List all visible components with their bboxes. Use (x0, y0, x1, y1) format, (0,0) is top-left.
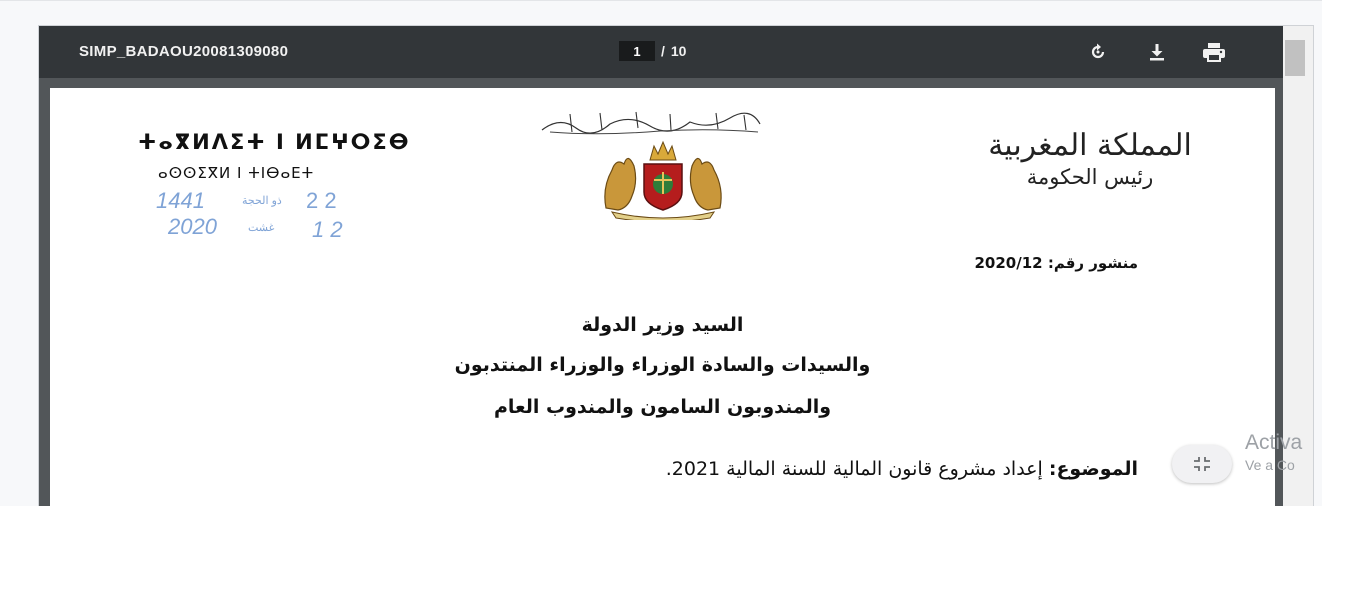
tifinagh-kingdom: ⵜⴰⴳⵍⴷⵉⵜ ⵏ ⵍⵎⵖⵔⵉⴱ (138, 130, 411, 154)
subject-text: إعداد مشروع قانون المالية للسنة المالية 2021. (665, 458, 1043, 480)
page-navigation (619, 41, 686, 61)
stamp-hijri-month: ذو الحجة (242, 195, 282, 207)
stamp-greg-year: 2020 (168, 214, 217, 239)
kingdom-name: المملكة المغربية (988, 128, 1192, 163)
head-of-government: رئيس الحكومة (1026, 165, 1154, 189)
circular-label: منشور رقم: (1047, 254, 1138, 272)
addressee-line-2: والسيدات والسادة الوزراء والوزراء المنتدبون (454, 354, 871, 376)
stamp-hijri-day: 2 2 (306, 188, 337, 213)
subject-line (666, 458, 1138, 480)
stamp-hijri-year: 1441 (156, 188, 205, 213)
print-button[interactable] (1201, 39, 1227, 65)
pdf-viewer (38, 25, 1314, 506)
page-separator: / (661, 43, 665, 59)
addressee-line-3: والمندوبون السامون والمندوب العام (493, 396, 832, 418)
print-icon (1202, 41, 1226, 63)
document-filename: SIMP_BADAOU20081309080 (79, 43, 289, 60)
circular-number (975, 254, 1139, 272)
watermark-line-1: Activa (1245, 431, 1303, 454)
stamp-greg-month: غشت (248, 222, 275, 234)
stamp-greg-day: 1 2 (312, 217, 343, 242)
bismillah-calligraphy (540, 110, 762, 136)
download-icon (1147, 42, 1167, 62)
subject-label: الموضوع: (1048, 458, 1138, 480)
royal-coat-of-arms (598, 138, 728, 220)
rotate-button[interactable] (1085, 39, 1111, 65)
fit-page-button[interactable] (1172, 445, 1232, 483)
page-number-input[interactable] (619, 41, 655, 61)
fit-page-icon (1192, 456, 1212, 472)
page-total: 10 (670, 43, 687, 59)
tifinagh-head-of-gov: ⴰⵙⵙⵉⴳⵍ ⵏ ⵜⵏⴱⴰⴹⵜ (158, 164, 315, 182)
watermark-line-2: Ve a Co (1245, 457, 1295, 473)
download-button[interactable] (1144, 39, 1170, 65)
scrollbar-thumb[interactable] (1285, 40, 1305, 76)
rotate-icon (1088, 42, 1108, 62)
document-page (50, 88, 1275, 506)
kingdom-header (975, 128, 1205, 190)
addressee-line-1: السيد وزير الدولة (581, 314, 744, 336)
circular-value: 2020/12 (974, 254, 1043, 272)
activation-watermark (1245, 431, 1302, 473)
viewer-toolbar (39, 26, 1283, 78)
